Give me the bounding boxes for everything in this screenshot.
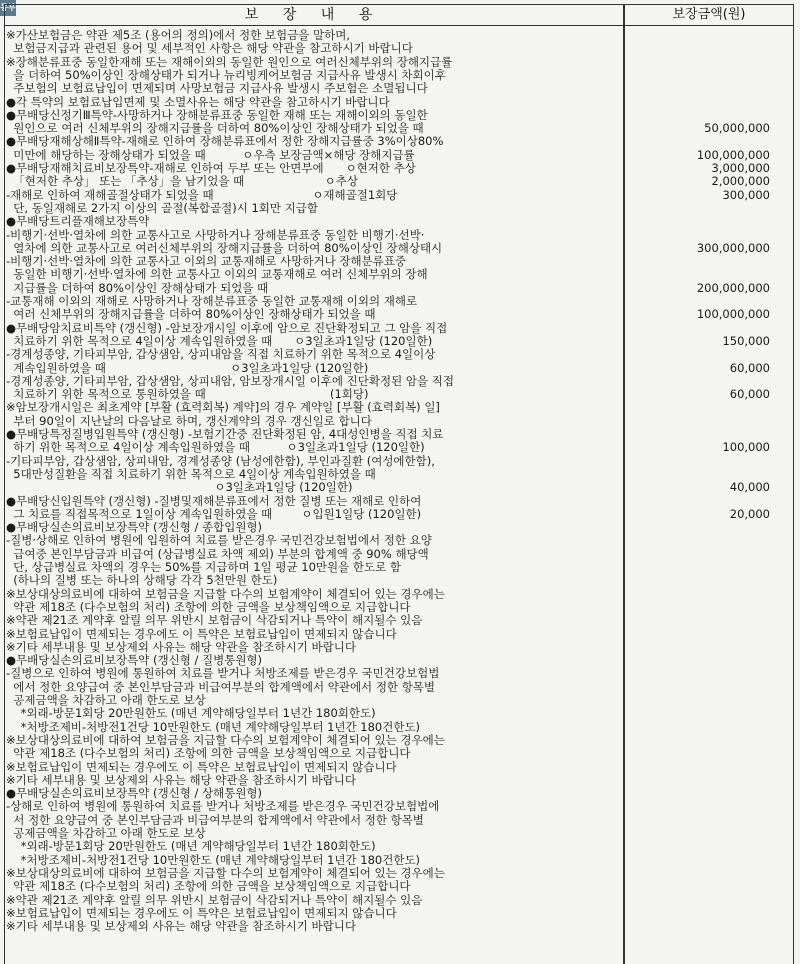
text-line: 하기 위한 목적으로 4일이상 계속입원하였을 때 ㅇ3일초과1일당 (120일한) xyxy=(6,440,425,455)
text-line: 부터 90일이 지난날의 다음날로 하며, 갱신계약의 경우 갱신일로 합니다 xyxy=(6,413,372,428)
amount-value: 40,000 xyxy=(729,480,770,495)
text-line: 치료하기 위한 목적으로 4일이상 계속입원하였을 때 ㅇ3일초과1일당 (120일한) xyxy=(6,333,433,348)
text-line: 지급률을 더하여 80%이상인 장해상태가 되었을 때 xyxy=(6,280,269,295)
text-line: ●무배당재해치료비보장특약-재해로 인하여 두부 또는 안면부에 ㅇ현저한 추상 xyxy=(6,161,416,175)
text-line: -비행기·선박·열차에 의한 교통사고 이외의 교통재해로 사망하거나 장해분류표중 xyxy=(6,254,406,269)
text-line: ●무배당실손의료비보장특약 (갱신형 / 종합입원형) xyxy=(6,520,263,535)
text-line: ※보험료납입이 면제되는 경우에도 이 특약은 보험료납입이 면제되지 않습니다 xyxy=(6,905,397,920)
text-line: ※보험료납입이 면제되는 경우에도 이 특약은 보험료납입이 면제되지 않습니다 xyxy=(6,759,397,774)
text-line: 계속입원하였을 때 ㅇ3일초과1일당 (120일한) xyxy=(6,360,369,375)
text-line: ●무배당특정질병입원특약 (갱신형) -보험기간중 진단확정된 암, 4대성인병을 직접 치료 xyxy=(6,427,444,441)
text-line: ※암보장개시일은 최초계약 [부활 (효력회복) 계약]의 경우 계약일 [부활 (효력회복) 일] xyxy=(6,400,440,415)
corner-brand-mark: 동부 xyxy=(0,0,16,16)
text-line: ※기타 세부내용 및 보상제외 사유는 해당 약관을 참조하시기 바랍니다 xyxy=(6,639,356,654)
text-line: -경계성종양, 기타피부암, 갑상샘암, 상피내암, 암보장개시일 이후에 진단확정된 암을 직접 xyxy=(6,373,454,388)
text-line: ●무배당트리플재해보장특약 xyxy=(6,214,150,229)
amount-value: 100,000,000 xyxy=(696,307,770,322)
header-coverage-amount: 보장금액(원) xyxy=(672,7,746,22)
text-line: -상해로 인하여 병원에 통원하여 치료를 받거나 처방조제를 받은경우 국민건강보험법에 xyxy=(6,799,440,814)
text-line: ●각 특약의 보험료납입면제 및 소멸사유는 해당 약관을 참고하시기 바랍니다 xyxy=(6,94,390,109)
text-line: 열차에 의한 교통사고로 여러신체부위의 장해지급률을 더하여 80%이상인 장해상태시 xyxy=(6,240,443,255)
text-line: -질병·상해로 인하여 병원에 입원하여 치료를 받은경우 국민건강보험법에서 정한 요양 xyxy=(6,533,432,548)
amount-value: 100,000,000 xyxy=(696,147,770,162)
text-line: 주보험의 보험료납입이 면제되며 사망보험금 지급사유 발생시 주보험은 소멸됩니다 xyxy=(6,81,428,96)
text-line: ●무배당실손의료비보장특약 (갱신형 / 상해통원형) xyxy=(6,786,263,801)
text-line: 보험금지급과 관련된 용어 및 세부적인 사항은 해당 약관을 참고하시기 바랍니다 xyxy=(6,41,413,56)
text-line: -교통재해 이외의 재해로 사망하거나 장해분류표중 동일한 교통재해 이외의 재해로 xyxy=(6,294,418,308)
amount-value: 300,000 xyxy=(722,187,770,202)
text-line: 원인으로 여러 신체부위의 장해지급률을 더하여 80%이상인 장해상태가 되었을 때 xyxy=(6,121,424,136)
text-line: 여러 신체부위의 장해지급률을 더하여 80%이상인 장해상태가 되었을 때 xyxy=(6,307,376,322)
amount-value: 200,000,000 xyxy=(696,280,770,295)
text-line: 5대만성질환을 직접 치료하기 위한 목적으로 4일이상 계속입원하였을 때 xyxy=(6,466,376,481)
text-line: ※보상대상의료비에 대하여 보험금을 지급할 다수의 보험계약이 체결되어 있는 경우에는 xyxy=(6,586,445,601)
amount-value: 150,000 xyxy=(722,333,770,348)
text-line: ※보험료납입이 면제되는 경우에도 이 특약은 보험료납입이 면제되지 않습니다 xyxy=(6,626,397,641)
amount-value: 100,000 xyxy=(722,440,770,455)
text-line: ※기타 세부내용 및 보상제외 사유는 해당 약관을 참조하시기 바랍니다 xyxy=(6,772,356,787)
text-line: 동일한 비행기·선박·열차에 의한 교통사고 이외의 교통재해로 여러 신체부위의 장해 xyxy=(6,267,428,282)
text-line: ※보상대상의료비에 대하여 보험금을 지급할 다수의 보험계약이 체결되어 있는 경우에는 xyxy=(6,732,445,747)
text-line: -질병으로 인하여 병원에 통원하여 치료를 받거나 처방조제를 받은경우 국민건강보험법 xyxy=(6,666,440,681)
text-line: *처방조제비-처방전1건당 10만원한도 (매년 계약해당일부터 1년간 180건한도) xyxy=(6,719,421,734)
text-line: -비행기·선박·열차에 의한 교통사고로 사망하거나 장해분류표중 동일한 비행기·선박· xyxy=(6,227,425,242)
amount-value: 60,000 xyxy=(729,360,770,375)
text-line: *외래-방문1회당 20만원한도 (매년 계약해당일부터 1년간 180회한도) xyxy=(6,839,376,854)
text-line: *외래-방문1회당 20만원한도 (매년 계약해당일부터 1년간 180회한도) xyxy=(6,706,376,721)
amount-value: 2,000,000 xyxy=(711,174,770,189)
text-line: 단, 상급병실료 차액의 경우는 50%를 지급하며 1일 평균 10만원을 한도로 함 xyxy=(6,560,401,574)
text-line: 단, 동일재해로 2가지 이상의 골절(복합골절)시 1회만 지급함 xyxy=(6,200,319,215)
text-line: 공제금액을 차감하고 아래 한도로 보상 xyxy=(6,826,206,840)
text-line: ※기타 세부내용 및 보상제외 사유는 해당 약관을 참조하시기 바랍니다 xyxy=(6,919,356,934)
amount-value: 60,000 xyxy=(729,387,770,402)
amount-value: 3,000,000 xyxy=(711,161,770,175)
text-line: 치료하기 위한 목적으로 통원하였을 때 (1회당) xyxy=(6,387,369,402)
amount-value: 300,000,000 xyxy=(696,240,770,255)
text-line: (하나의 질병 또는 하나의 상해당 각각 5천만원 한도) xyxy=(6,573,278,588)
text-line: 급여중 본인부담금과 비급여 (상급병실료 차액 제외) 부분의 합계액 중 90% 해당액 xyxy=(6,546,429,561)
text-line: ※약관 제21조 계약후 알릴 의무 위반시 보험금이 삭감되거나 특약이 해지될수 있음 xyxy=(6,613,423,628)
text-line: 에서 정한 요양급여 중 본인부담금과 비급여부분의 합계액에서 약관에서 정한 항목별 xyxy=(6,679,436,694)
text-line: ●무배당신입원특약 (갱신형) -질병및재해분류표에서 정한 질병 또는 재해로 인하여 xyxy=(6,493,422,508)
text-line: 약관 제18조 (다수보험의 처리) 조항에 의한 금액을 보상책임액으로 지급합니다 xyxy=(6,879,411,894)
header-coverage-content: 보 장 내 용 xyxy=(244,7,383,23)
text-line: ●무배당신정기Ⅲ특약-사망하거나 장해분류표중 동일한 재해 또는 재해이외의 동일한 xyxy=(6,107,428,122)
text-line: ※장해분류표중 동일한재해 또는 재해이외의 동일한 원인으로 여러신체부위의 장해지급률 xyxy=(6,54,453,69)
text-line: 약관 제18조 (다수보험의 처리) 조항에 의한 금액을 보상책임액으로 지급합니다 xyxy=(6,746,411,761)
text-line: 약관 제18조 (다수보험의 처리) 조항에 의한 금액을 보상책임액으로 지급합니다 xyxy=(6,599,411,614)
text-line: ●무배당재해상해Ⅱ특약-재해로 인하여 장해분류표에서 정한 장해지급률중 3%이상80% xyxy=(6,134,444,149)
amount-value: 20,000 xyxy=(729,506,770,521)
text-line: -경계성종양, 기타피부암, 갑상샘암, 상피내암을 직접 치료하기 위한 목적으로 4일이상 xyxy=(6,347,436,362)
text-line: 서 정한 요양급여 중 본인부담금과 비급여부분의 합계액에서 약관에서 정한 항목별 xyxy=(6,812,424,827)
text-line: -기타피부암, 갑상샘암, 상피내암, 경계성종양 (남성에한함), 부인과질환 (여성에한함), xyxy=(6,453,435,468)
text-line: 을 더하여 50%이상인 장해상태가 되거나 뉴리빙케어보험금 지급사유 발생시 차회이후 xyxy=(6,67,446,82)
text-line: 「현저한 추상」 또는 「추상」을 남기었을 때 ㅇ추상 xyxy=(6,174,358,189)
text-line: ※가산보험금은 약관 제5조 (용어의 정의)에서 정한 보험금을 말하며, xyxy=(6,28,351,42)
text-line: *처방조제비-처방전1건당 10만원한도 (매년 계약해당일부터 1년간 180건한도) xyxy=(6,852,421,867)
text-line: ●무배당실손의료비보장특약 (갱신형 / 질병통원형) xyxy=(6,653,263,668)
text-line: 공제금액을 차감하고 아래 한도로 보상 xyxy=(6,693,206,707)
amount-value: 50,000,000 xyxy=(704,121,770,136)
text-line: -재해로 인하여 재해골절상태가 되었을 때 ㅇ재해골절1회당 xyxy=(6,187,398,202)
text-line: ㅇ3일초과1일당 (120일한) xyxy=(6,480,353,495)
table-header-row xyxy=(4,4,794,26)
text-line: ※약관 제21조 계약후 알릴 의무 위반시 보험금이 삭감되거나 특약이 해지될수 있음 xyxy=(6,892,423,907)
text-line: ※보상대상의료비에 대하여 보험금을 지급할 다수의 보험계약이 체결되어 있는 경우에는 xyxy=(6,865,445,880)
text-line: 그 치료를 직접목적으로 1일이상 계속입원하였을 때 ㅇ입원1일당 (120일한) xyxy=(6,506,422,521)
column-divider xyxy=(623,4,625,964)
text-line: ●무배당암치료비특약 (갱신형) -암보장개시일 이후에 암으로 진단확정되고 그 암을 직접 xyxy=(6,320,448,335)
text-line: 미만에 해당하는 장해상태가 되었을 때 ㅇ우측 보장금액×해당 장해지급률 xyxy=(6,147,415,162)
